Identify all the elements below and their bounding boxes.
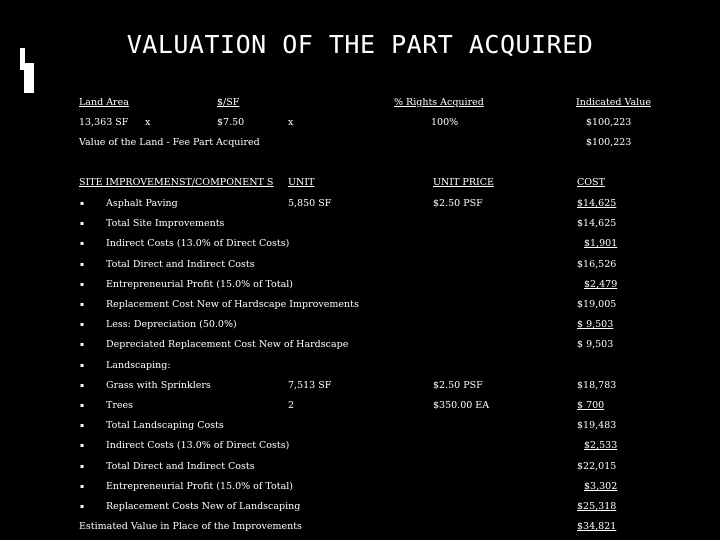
row-cost: $3,302 [584,481,618,492]
unit-header: UNIT [288,177,315,188]
bullet-icon: ▪ [80,422,85,429]
bullet-icon: ▪ [80,382,85,389]
row-cost: $14,625 [577,198,617,209]
row-cost: $ 700 [577,400,605,411]
unit-price-header: UNIT PRICE [433,177,494,188]
row-label: Total Site Improvements [106,218,225,229]
estimated-value-amount: $34,821 [577,521,617,532]
estimated-value-label: Estimated Value in Place of the Improvements [79,521,302,532]
row-cost: $19,483 [577,420,617,431]
row-label: Replacement Cost New of Hardscape Improvements [106,299,359,310]
bullet-icon: ▪ [80,261,85,268]
row-unit: 5,850 SF [288,198,332,209]
row-cost: $16,526 [577,259,617,270]
row-cost: $2,533 [584,440,618,451]
row-label: Indirect Costs (13.0% of Direct Costs) [106,238,290,249]
row-label: Depreciated Replacement Cost New of Hardscape [106,339,349,350]
bullet-icon: ▪ [80,442,85,449]
bullet-icon: ▪ [80,503,85,510]
row-cost: $ 9,503 [577,339,614,350]
bullet-icon: ▪ [80,463,85,470]
row-label: Landscaping: [106,360,171,371]
row-label: Asphalt Paving [106,198,178,209]
bullet-icon: ▪ [80,362,85,369]
page-title: VALUATION OF THE PART ACQUIRED [126,30,594,59]
multiply-sign: x [145,117,151,128]
land-value-label: Value of the Land - Fee Part Acquired [79,137,260,148]
cost-header: COST [577,177,605,188]
row-label: Less: Depreciation (50.0%) [106,319,237,330]
row-label: Total Landscaping Costs [106,420,224,431]
rights-percent-value: 100% [431,117,459,128]
row-label: Trees [106,400,133,411]
component-header: SITE IMPROVEMENST/COMPONENT S [79,177,274,188]
row-price: $2.50 PSF [433,380,483,391]
row-unit: 2 [288,400,295,411]
bullet-icon: ▪ [80,240,85,247]
land-area-header: Land Area [79,97,129,108]
per-sf-header: $/SF [217,97,240,108]
bullet-icon: ▪ [80,301,85,308]
rights-acquired-header: % Rights Acquired [394,97,484,108]
row-label: Entrepreneurial Profit (15.0% of Total) [106,481,293,492]
row-label: Entrepreneurial Profit (15.0% of Total) [106,279,293,290]
land-area-value: 13,363 SF [79,117,129,128]
bullet-icon: ▪ [80,402,85,409]
decorative-bar [24,63,34,93]
bullet-icon: ▪ [80,220,85,227]
row-price: $350.00 EA [433,400,490,411]
row-price: $2.50 PSF [433,198,483,209]
row-cost: $25,318 [577,501,617,512]
rate-value: $7.50 [217,117,245,128]
row-cost: $18,783 [577,380,617,391]
row-unit: 7,513 SF [288,380,332,391]
row-cost: $22,015 [577,461,617,472]
row-cost: $1,901 [584,238,618,249]
indicated-value: $100,223 [586,117,632,128]
row-label: Replacement Costs New of Landscaping [106,501,301,512]
indicated-value-header: Indicated Value [576,97,651,108]
row-label: Total Direct and Indirect Costs [106,461,255,472]
row-cost: $14,625 [577,218,617,229]
bullet-icon: ▪ [80,281,85,288]
row-cost: $19,005 [577,299,617,310]
row-cost: $2,479 [584,279,618,290]
row-label: Total Direct and Indirect Costs [106,259,255,270]
bullet-icon: ▪ [80,483,85,490]
land-value-amount: $100,223 [586,137,632,148]
row-label: Grass with Sprinklers [106,380,211,391]
multiply-sign: x [288,117,294,128]
bullet-icon: ▪ [80,341,85,348]
bullet-icon: ▪ [80,321,85,328]
row-label: Indirect Costs (13.0% of Direct Costs) [106,440,290,451]
bullet-icon: ▪ [80,200,85,207]
row-cost: $ 9,503 [577,319,614,330]
